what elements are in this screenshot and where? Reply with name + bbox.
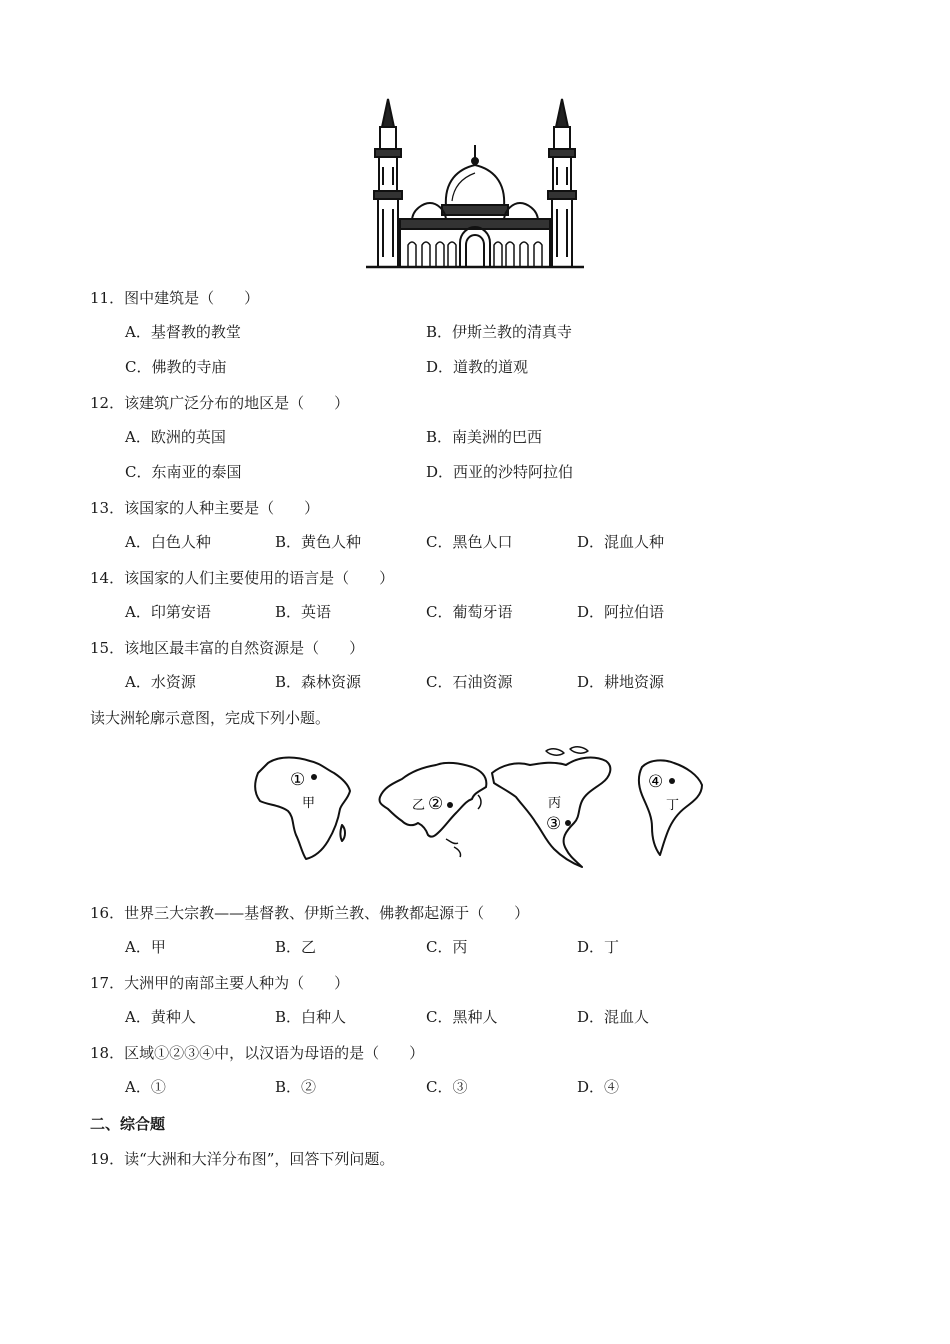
- label-jia: 甲: [302, 796, 316, 811]
- option-13d: D．混血人种: [577, 533, 665, 551]
- marker-1: ①: [290, 770, 306, 790]
- option-13c: C．黑色人口: [426, 533, 513, 551]
- question-17: 17．大洲甲的南部主要人种为（ ）: [90, 974, 350, 992]
- label-yi: 乙: [412, 798, 426, 813]
- option-15b: B．森林资源: [275, 673, 362, 691]
- option-15c: C．石油资源: [426, 673, 513, 691]
- option-12c: C．东南亚的泰国: [125, 463, 242, 481]
- continents-outline-map: [250, 743, 710, 871]
- marker-dot-4: [669, 778, 675, 784]
- question-18: 18．区域①②③④中，以汉语为母语的是（ ）: [90, 1044, 425, 1062]
- option-11a: A．基督教的教堂: [125, 323, 241, 341]
- map-intro: 读大洲轮廓示意图，完成下列小题。: [90, 709, 331, 727]
- option-16d: D．丁: [577, 938, 620, 956]
- question-14: 14．该国家的人们主要使用的语言是（ ）: [90, 569, 395, 587]
- option-17c: C．黑种人: [426, 1008, 498, 1026]
- question-15: 15．该地区最丰富的自然资源是（ ）: [90, 639, 365, 657]
- option-17d: D．混血人: [577, 1008, 650, 1026]
- option-14a: A．印第安语: [125, 603, 211, 621]
- marker-dot-3: [565, 820, 571, 826]
- marker-3: ③: [546, 814, 562, 834]
- option-14d: D．阿拉伯语: [577, 603, 665, 621]
- section-heading: 二、综合题: [90, 1115, 166, 1133]
- option-11d: D．道教的道观: [426, 358, 529, 376]
- marker-4: ④: [648, 772, 664, 792]
- option-18c: C．③: [426, 1078, 468, 1096]
- question-16: 16．世界三大宗教——基督教、伊斯兰教、佛教都起源于（ ）: [90, 904, 530, 922]
- option-14b: B．英语: [275, 603, 332, 621]
- marker-2: ②: [428, 794, 444, 814]
- option-16c: C．丙: [426, 938, 468, 956]
- question-12: 12．该建筑广泛分布的地区是（ ）: [90, 394, 350, 412]
- north-america-outline: [492, 758, 610, 867]
- option-17a: A．黄种人: [125, 1008, 196, 1026]
- option-16a: A．甲: [125, 938, 166, 956]
- option-18d: D．④: [577, 1078, 620, 1096]
- option-12b: B．南美洲的巴西: [426, 428, 543, 446]
- option-17b: B．白种人: [275, 1008, 347, 1026]
- marker-dot-1: [311, 774, 317, 780]
- mosque-illustration: [366, 97, 584, 269]
- question-19: 19．读“大洲和大洋分布图”，回答下列问题。: [90, 1150, 395, 1168]
- option-11b: B．伊斯兰教的清真寺: [426, 323, 573, 341]
- option-14c: C．葡萄牙语: [426, 603, 513, 621]
- option-13a: A．白色人种: [125, 533, 211, 551]
- option-16b: B．乙: [275, 938, 317, 956]
- option-18b: B．②: [275, 1078, 317, 1096]
- option-12d: D．西亚的沙特阿拉伯: [426, 463, 574, 481]
- marker-dot-2: [447, 802, 453, 808]
- label-bing: 丙: [548, 796, 562, 811]
- option-15d: D．耕地资源: [577, 673, 665, 691]
- question-11: 11．图中建筑是（ ）: [90, 289, 260, 307]
- option-15a: A．水资源: [125, 673, 196, 691]
- label-ding: 丁: [666, 798, 680, 813]
- option-13b: B．黄色人种: [275, 533, 362, 551]
- option-18a: A．①: [125, 1078, 166, 1096]
- option-12a: A．欧洲的英国: [125, 428, 226, 446]
- question-13: 13．该国家的人种主要是（ ）: [90, 499, 320, 517]
- option-11c: C．佛教的寺庙: [125, 358, 227, 376]
